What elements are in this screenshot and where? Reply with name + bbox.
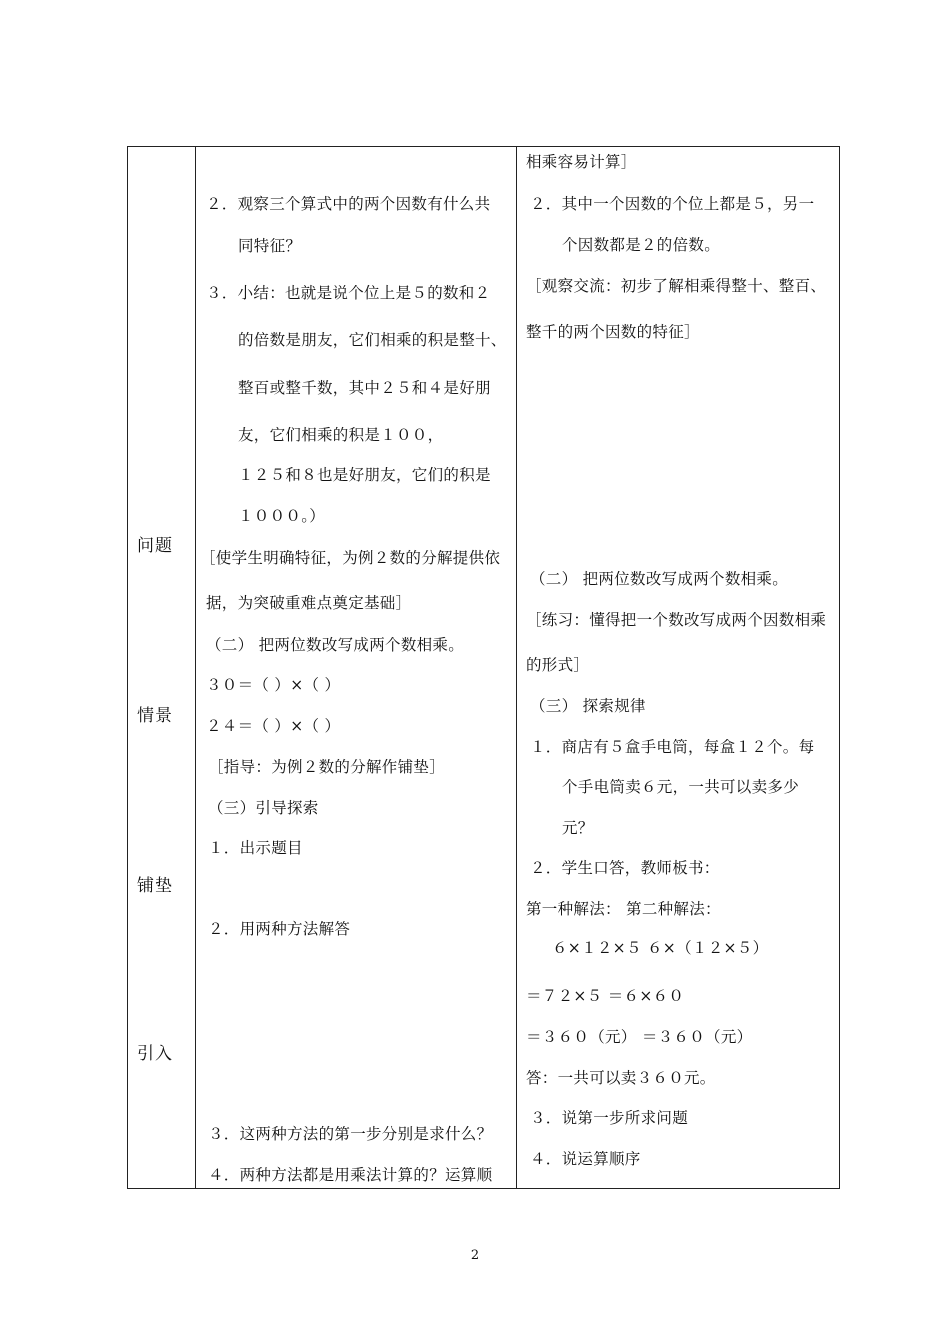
middle-line: ３０＝（ ）×（ ） xyxy=(206,676,341,694)
middle-line: （三）引导探索 xyxy=(208,799,319,817)
right-line: １．商店有５盒手电筒，每盒１２个。每 xyxy=(530,738,815,756)
middle-line: ［使学生明确特征，为例２数的分解提供依 xyxy=(200,549,501,567)
right-line: ［练习：懂得把一个数改写成两个因数相乘 xyxy=(526,611,827,629)
right-line: （三） 探索规律 xyxy=(530,697,646,715)
middle-line: ２．观察三个算式中的两个因数有什么共 xyxy=(206,195,491,213)
middle-line: ４．两种方法都是用乘法计算的？运算顺 xyxy=(208,1166,493,1184)
right-line: （二） 把两位数改写成两个数相乘。 xyxy=(530,570,789,588)
middle-line: 友，它们相乘的积是１００， xyxy=(238,426,444,444)
right-line: ＝７２×５ ＝６×６０ xyxy=(526,987,685,1005)
label-pudian: 铺垫 xyxy=(137,876,173,896)
right-line: ［观察交流：初步了解相乘得整十、整百、 xyxy=(526,277,827,295)
middle-line: ３．这两种方法的第一步分别是求什么？ xyxy=(208,1125,493,1143)
right-line: 个手电筒卖６元，一共可以卖多少 xyxy=(562,778,800,796)
column-divider-1 xyxy=(195,147,196,1188)
right-line: 个因数都是２的倍数。 xyxy=(562,236,721,254)
column-divider-2 xyxy=(516,147,517,1188)
middle-line: ３．小结：也就是说个位上是５的数和２ xyxy=(206,284,491,302)
right-line: 答：一共可以卖３６０元。 xyxy=(526,1069,716,1087)
right-line: 元？ xyxy=(562,819,594,837)
page-number: 2 xyxy=(470,1248,480,1263)
middle-line: １．出示题目 xyxy=(208,839,303,857)
middle-line: 同特征？ xyxy=(238,237,302,255)
label-qingjing: 情景 xyxy=(137,706,173,726)
middle-line: 据，为突破重难点奠定基础］ xyxy=(206,594,412,612)
middle-line: １０００。） xyxy=(238,507,326,525)
label-wenti: 问题 xyxy=(137,536,173,556)
right-line: ３．说第一步所求问题 xyxy=(530,1109,689,1127)
right-line: ４．说运算顺序 xyxy=(530,1150,641,1168)
middle-line: ２．用两种方法解答 xyxy=(208,920,351,938)
middle-line: 的倍数是朋友，它们相乘的积是整十、 xyxy=(238,331,507,349)
middle-line: （二） 把两位数改写成两个数相乘。 xyxy=(206,636,465,654)
right-line: ＝３６０（元） ＝３６０（元） xyxy=(526,1028,753,1046)
lesson-table xyxy=(127,146,840,1189)
middle-line: １２５和８也是好朋友，它们的积是 xyxy=(238,466,491,484)
right-line: 第一种解法： 第二种解法： xyxy=(526,900,721,918)
right-line: ２．其中一个因数的个位上都是５，另一 xyxy=(530,195,815,213)
middle-line: 整百或整千数，其中２５和４是好朋 xyxy=(238,379,491,397)
middle-line: ［指导：为例２数的分解作铺垫］ xyxy=(208,758,446,776)
label-yinru: 引入 xyxy=(137,1044,173,1064)
right-line: 的形式］ xyxy=(526,656,590,674)
right-line: 整千的两个因数的特征］ xyxy=(526,323,700,341)
middle-line: ２４＝（ ）×（ ） xyxy=(206,717,341,735)
right-line: 相乘容易计算］ xyxy=(526,153,637,171)
right-line: ２．学生口答，教师板书： xyxy=(530,859,720,877)
right-line: ６×１２×５ ６×（１２×５） xyxy=(552,939,769,957)
